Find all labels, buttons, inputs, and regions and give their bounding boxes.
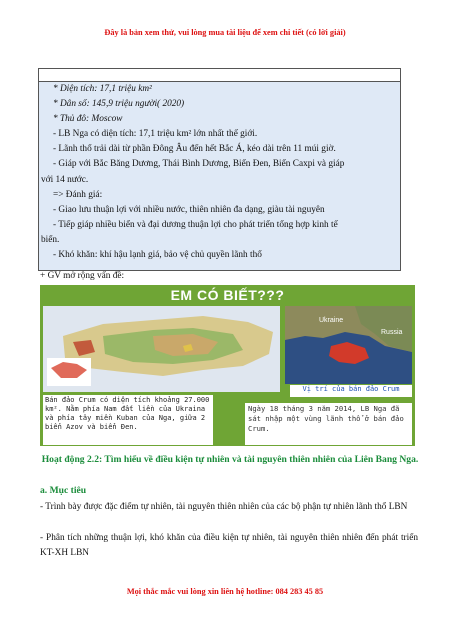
area-line: * Diện tích: 17,1 triệu km²: [53, 84, 152, 94]
russia-label: Russia: [381, 329, 403, 336]
border-line: - Giáp với Bắc Băng Dương, Thái Bình Dương, Biển Đen, Biển Caxpi và giáp: [53, 159, 345, 170]
population-line: * Dân số: 145,9 triệu người( 2020): [53, 99, 185, 110]
info-box-body: [39, 82, 400, 270]
info-box-header: [39, 69, 400, 82]
advantage-line: - Giao lưu thuận lợi với nhiều nước, thiên nhiên đa dạng, giàu tài nguyên: [53, 204, 325, 215]
activity-heading: Hoạt động 2.2: Tìm hiểu về điều kiện tự nhiên và tài nguyên thiên nhiên của Liên Bang Nga.: [41, 454, 419, 465]
figure-title: EM CÓ BIẾT???: [170, 287, 285, 303]
info-box: [38, 68, 401, 271]
crimea-map-image: [285, 306, 412, 384]
area-detail-line: - LB Nga có diện tích: 17,1 triệu km² lớn nhất thế giới.: [53, 129, 258, 140]
did-you-know-figure: [40, 285, 415, 446]
crimea-location-caption: Vị trí của bán đảo Crum: [290, 385, 412, 397]
crimea-area-caption: Bán đảo Crum có diện tích khoảng 27.000 km². Nằm phía Nam đất liền của Ukraina và phía tây miền Kuban của Nga, giữa 2 biển Azov và biển Đen.: [43, 395, 213, 445]
capital-line: * Thủ đô: Moscow: [53, 114, 123, 125]
russia-map-image: [43, 306, 280, 392]
section-a-heading: a. Mục tiêu: [40, 485, 87, 496]
border-line-cont: với 14 nước.: [41, 174, 89, 185]
objective-paragraph-1: - Trình bày được đặc điểm tự nhiên, tài nguyên thiên nhiên của các bộ phận tự nhiên lãnh thổ LBN: [40, 502, 408, 512]
difficulty-line: - Khó khăn: khí hậu lạnh giá, bảo vệ chủ quyền lãnh thổ: [53, 250, 262, 261]
territory-line: - Lãnh thổ trải dài từ phần Đông Âu đến hết Bắc Á, kéo dài trên 11 múi giờ.: [53, 144, 336, 155]
sea-line: - Tiếp giáp nhiều biển và đại dương thuận lợi cho phát triển tổng hợp kinh tế: [53, 219, 338, 230]
ukraine-label: Ukraine: [319, 317, 344, 324]
objective-paragraph-2: - Phân tích những thuận lợi, khó khăn của điều kiện tự nhiên, tài nguyên thiên nhiên đến phát triển KT-XH LBN: [40, 533, 418, 559]
preview-banner: Đây là bản xem thử, vui lòng mua tài liệu để xem chi tiết (có lời giải): [104, 28, 346, 37]
annexation-caption: Ngày 18 tháng 3 năm 2014, LB Nga đã sát nhập một vùng lãnh thổ ở bán đảo Crum.: [245, 403, 412, 445]
gv-line: + GV mở rộng vấn đề:: [40, 271, 125, 281]
hotline-banner: Mọi thắc mắc vui lòng xin liên hệ hotline: 084 283 45 85: [126, 587, 324, 596]
sea-line-cont: biển.: [41, 234, 60, 245]
evaluation-line: => Đánh giá:: [53, 189, 103, 200]
